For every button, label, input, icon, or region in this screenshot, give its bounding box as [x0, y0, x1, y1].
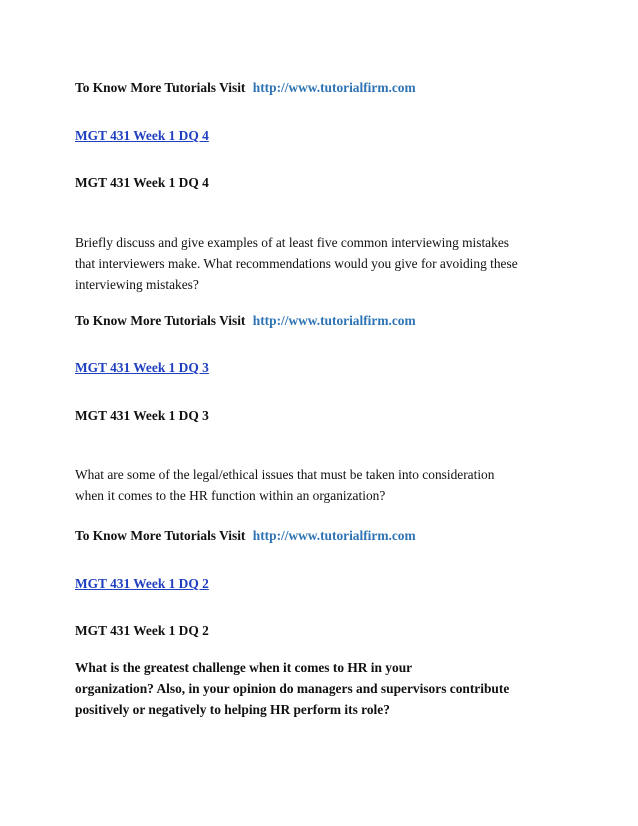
promo-label: To Know More Tutorials Visit	[75, 80, 246, 95]
body-line: that interviewers make. What recommendations would you give for avoiding these	[75, 256, 518, 271]
heading-link-dq4[interactable]	[75, 126, 209, 146]
promo-url-link[interactable]: http://www.tutorialfirm.com	[252, 528, 416, 543]
promo-url-link[interactable]: http://www.tutorialfirm.com	[252, 80, 416, 95]
body-line: positively or negatively to helping HR perform its role?	[75, 702, 390, 717]
heading-link-text[interactable]: MGT 431 Week 1 DQ 4	[75, 128, 209, 143]
heading-link-dq2[interactable]	[75, 574, 209, 594]
heading-dq3: MGT 431 Week 1 DQ 3	[75, 408, 209, 423]
promo-line	[75, 78, 416, 98]
heading-link-dq3[interactable]	[75, 358, 209, 378]
body-line: when it comes to the HR function within an organization?	[75, 488, 386, 503]
body-line: Briefly discuss and give examples of at least five common interviewing mistakes	[75, 235, 509, 250]
body-line: interviewing mistakes?	[75, 277, 199, 292]
body-line: What are some of the legal/ethical issues that must be taken into consideration	[75, 467, 495, 482]
heading-link-text[interactable]: MGT 431 Week 1 DQ 3	[75, 360, 209, 375]
promo-label: To Know More Tutorials Visit	[75, 313, 246, 328]
heading-dq4: MGT 431 Week 1 DQ 4	[75, 175, 209, 190]
body-line: organization? Also, in your opinion do managers and supervisors contribute	[75, 681, 510, 696]
promo-line	[75, 311, 416, 331]
promo-line	[75, 526, 416, 546]
heading-link-text[interactable]: MGT 431 Week 1 DQ 2	[75, 576, 209, 591]
heading-dq2: MGT 431 Week 1 DQ 2	[75, 623, 209, 638]
promo-label: To Know More Tutorials Visit	[75, 528, 246, 543]
body-line: What is the greatest challenge when it comes to HR in your	[75, 660, 413, 675]
promo-url-link[interactable]: http://www.tutorialfirm.com	[252, 313, 416, 328]
